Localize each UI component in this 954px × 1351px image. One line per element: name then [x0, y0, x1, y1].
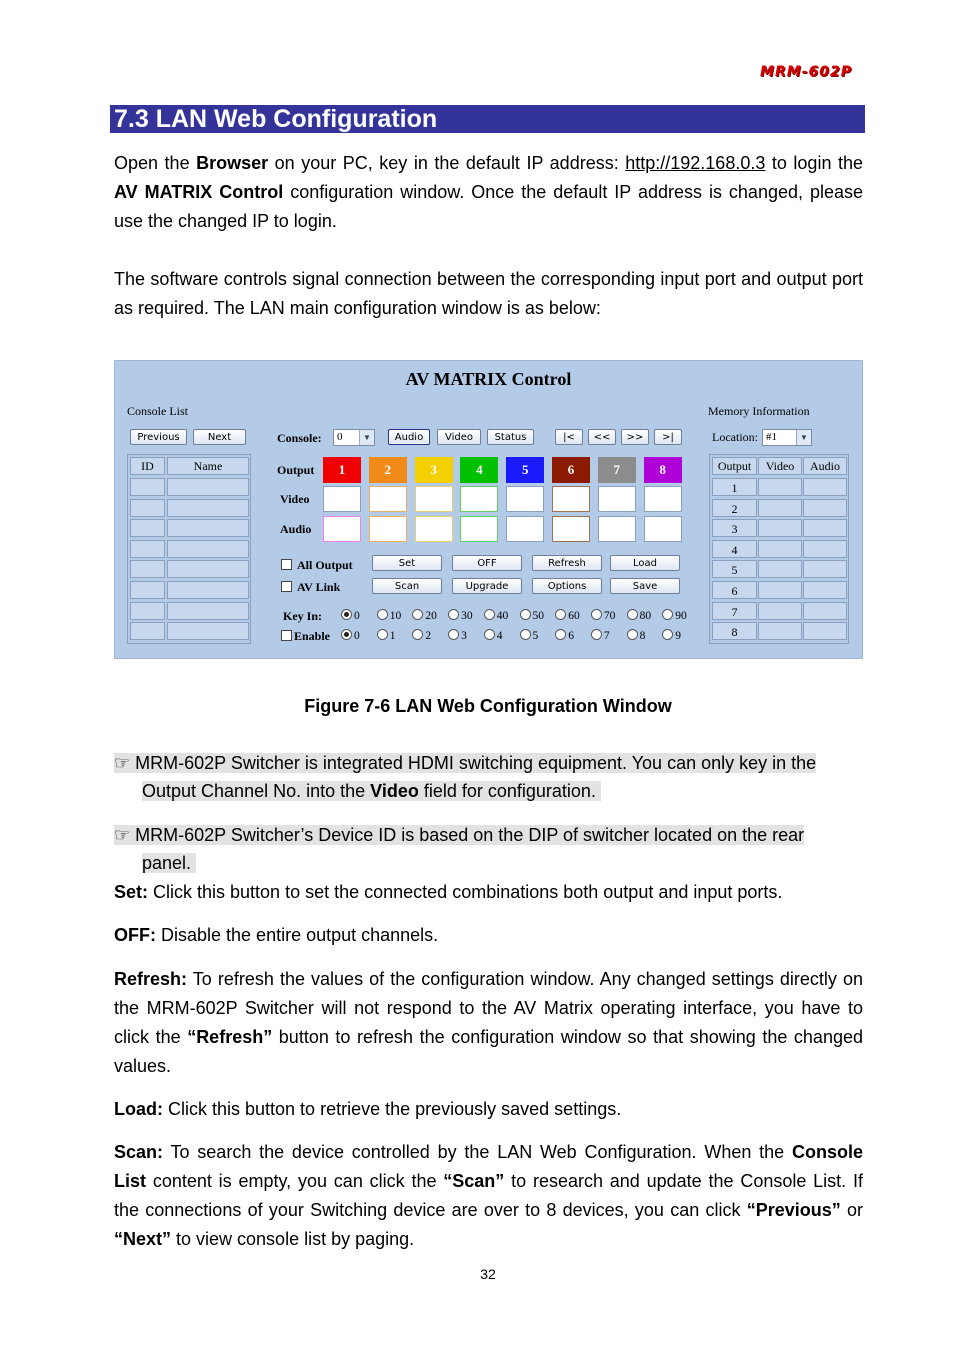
enable-radio-0[interactable]: [341, 629, 360, 642]
radio-label: 4: [496, 630, 503, 642]
key-in-radio-30[interactable]: [448, 609, 473, 622]
radio-circle-icon: [662, 609, 673, 620]
audio-input-4[interactable]: [460, 516, 498, 542]
console-select-value: 0: [337, 431, 343, 443]
all-output-checkbox[interactable]: All Output: [281, 558, 353, 573]
upgrade-button[interactable]: Upgrade: [452, 578, 522, 594]
previous-button[interactable]: Previous: [130, 429, 187, 445]
mem-video-cell: [758, 499, 802, 517]
radio-circle-icon: [627, 609, 638, 620]
audio-input-2[interactable]: [369, 516, 407, 542]
video-input-7[interactable]: [598, 486, 636, 512]
section-title: 7.3 LAN Web Configuration: [114, 105, 438, 133]
audio-input-7[interactable]: [598, 516, 636, 542]
radio-circle-icon: [627, 629, 638, 640]
def-off: OFF: Disable the entire output channels.: [114, 925, 439, 945]
key-in-radio-80[interactable]: [627, 609, 652, 622]
note-hdmi-line-2: Output Channel No. into the Video field for configuration.: [142, 781, 601, 801]
radio-circle-icon: [520, 609, 531, 620]
console-name-cell: [167, 499, 249, 517]
last-page-button[interactable]: >|: [654, 429, 682, 445]
radio-label: 20: [425, 610, 437, 622]
radio-label: 30: [461, 610, 473, 622]
radio-label: 70: [603, 610, 616, 622]
options-button[interactable]: Options: [532, 578, 602, 594]
memory-information-label: Memory Information: [708, 404, 810, 418]
location-select-value: #1: [766, 431, 777, 443]
enable-checkbox[interactable]: Enable: [281, 629, 330, 644]
radio-circle-icon: [591, 629, 602, 640]
key-in-radio-10[interactable]: [377, 609, 402, 622]
next-button[interactable]: Next: [193, 429, 246, 445]
audio-input-5[interactable]: [506, 516, 544, 542]
def-load: Load: Click this button to retrieve the previously saved settings.: [114, 1099, 622, 1119]
output-channel-1: 1: [323, 457, 361, 483]
output-channel-4: 4: [460, 457, 498, 483]
refresh-button[interactable]: Refresh: [532, 555, 602, 571]
mem-output-header: Output: [712, 457, 757, 475]
radio-label: 6: [568, 630, 574, 642]
radio-label: 2: [425, 630, 432, 642]
off-button[interactable]: OFF: [452, 555, 522, 571]
key-in-radio-50[interactable]: [520, 609, 545, 622]
chevron-down-icon: ▼: [359, 430, 374, 445]
radio-label: 5: [532, 630, 539, 642]
mem-audio-header: Audio: [803, 457, 847, 475]
mem-output-cell: 2: [712, 499, 757, 517]
audio-input-8[interactable]: [644, 516, 682, 542]
mem-output-cell: 7: [712, 602, 757, 620]
figure-caption: Figure 7-6 LAN Web Configuration Window: [304, 696, 672, 716]
video-input-4[interactable]: [460, 486, 498, 512]
radio-label: 50: [532, 610, 544, 622]
enable-radio-1[interactable]: [377, 629, 396, 642]
set-button[interactable]: Set: [372, 555, 442, 571]
radio-label: 3: [461, 630, 467, 642]
audio-button[interactable]: Audio: [388, 429, 430, 445]
video-button[interactable]: Video: [437, 429, 481, 445]
mem-output-cell: 6: [712, 581, 757, 599]
mem-video-cell: [758, 519, 802, 537]
mem-video-cell: [758, 560, 802, 578]
output-row-label: Output: [277, 463, 315, 477]
video-input-5[interactable]: [506, 486, 544, 512]
checkbox-icon: [281, 559, 292, 570]
av-link-checkbox[interactable]: AV Link: [281, 580, 340, 595]
mem-audio-cell: [803, 540, 847, 558]
video-input-2[interactable]: [369, 486, 407, 512]
mem-video-cell: [758, 581, 802, 599]
mem-output-cell: 8: [712, 622, 757, 640]
key-in-radio-60[interactable]: [555, 609, 580, 622]
mem-video-header: Video: [758, 457, 802, 475]
note-hdmi: [114, 749, 863, 805]
name-column-header: Name: [167, 457, 249, 475]
av-matrix-title: AV MATRIX Control: [405, 369, 572, 389]
console-id-cell: [130, 478, 165, 496]
key-in-radio-70[interactable]: [591, 609, 616, 622]
radio-circle-icon: [591, 609, 602, 620]
mem-audio-cell: [803, 602, 847, 620]
radio-circle-icon: [377, 629, 388, 640]
status-button[interactable]: Status: [487, 429, 534, 445]
key-in-label: Key In:: [283, 609, 322, 623]
mem-video-cell: [758, 622, 802, 640]
video-input-8[interactable]: [644, 486, 682, 512]
mem-audio-cell: [803, 519, 847, 537]
first-page-button[interactable]: |<: [555, 429, 583, 445]
console-id-cell: [130, 622, 165, 640]
enable-radio-5[interactable]: [520, 629, 539, 642]
output-channel-2: 2: [369, 457, 407, 483]
mem-output-cell: 3: [712, 519, 757, 537]
console-name-cell: [167, 540, 249, 558]
mem-audio-cell: [803, 581, 847, 599]
radio-circle-icon: [484, 609, 495, 620]
enable-radio-8[interactable]: [627, 629, 646, 642]
console-id-cell: [130, 540, 165, 558]
radio-label: 80: [639, 610, 652, 622]
audio-input-6[interactable]: [552, 516, 590, 542]
video-input-6[interactable]: [552, 486, 590, 512]
console-name-cell: [167, 519, 249, 537]
mem-audio-cell: [803, 499, 847, 517]
save-button[interactable]: Save: [610, 578, 680, 594]
console-id-cell: [130, 560, 165, 578]
console-id-cell: [130, 602, 165, 620]
mem-output-cell: 1: [712, 478, 757, 496]
key-in-radio-20[interactable]: [412, 609, 437, 622]
note-hdmi-line-1: ☞ MRM-602P Switcher is integrated HDMI switching equipment. You can only key in the: [114, 753, 817, 773]
def-set: Set: Click this button to set the connected combinations both output and input ports.: [114, 882, 783, 902]
checkbox-icon: [281, 630, 292, 641]
intro-paragraph-1: Open the Browser on your PC, key in the default IP address: http://192.168.0.3 to login the AV MATRIX Control configuration window. Once the default IP address is changed, please use the changed IP to login.: [114, 153, 863, 231]
console-label: Console:: [277, 431, 322, 445]
radio-label: 40: [496, 610, 509, 622]
radio-label: 90: [675, 610, 687, 622]
radio-circle-icon: [377, 609, 388, 620]
enable-radio-3[interactable]: [448, 629, 467, 642]
console-select[interactable]: [333, 429, 375, 446]
radio-label: 9: [675, 630, 682, 642]
scan-button[interactable]: Scan: [372, 578, 442, 594]
radio-circle-icon: [341, 609, 352, 620]
audio-row-label: Audio: [280, 522, 312, 536]
radio-label: 1: [389, 630, 396, 642]
radio-label: 7: [603, 630, 610, 642]
enable-radio-7[interactable]: [591, 629, 610, 642]
prev-page-button[interactable]: <<: [588, 429, 616, 445]
location-select[interactable]: [762, 429, 812, 446]
output-channel-7: 7: [598, 457, 636, 483]
output-channel-3: 3: [415, 457, 453, 483]
video-row-label: Video: [280, 492, 310, 506]
mem-audio-cell: [803, 560, 847, 578]
pointing-hand-icon: ☞: [114, 753, 131, 773]
radio-circle-icon: [555, 609, 566, 620]
def-refresh: Refresh: To refresh the values of the configuration window. Any changed settings directly on the MRM-602P Switcher will not respond to the AV Matrix operating interface, you have to click the “Refresh” button to refresh the configuration window so that showing the changed values.: [114, 969, 863, 1076]
console-name-cell: [167, 560, 249, 578]
radio-circle-icon: [484, 629, 495, 640]
console-id-cell: [130, 519, 165, 537]
brand-logo: MRM-602P: [760, 64, 852, 80]
radio-circle-icon: [341, 629, 352, 640]
radio-label: 60: [568, 610, 580, 622]
radio-circle-icon: [555, 629, 566, 640]
note-device-id-line-1: ☞ MRM-602P Switcher’s Device ID is based on the DIP of switcher located on the rear: [114, 825, 805, 845]
ip-address-link[interactable]: http://192.168.0.3: [625, 153, 766, 173]
intro-paragraph-2: The software controls signal connection between the corresponding input port and output port as required. The LAN main configuration window is as below:: [114, 269, 863, 318]
console-name-cell: [167, 478, 249, 496]
id-column-header: ID: [130, 457, 165, 475]
output-channel-5: 5: [506, 457, 544, 483]
enable-radio-2[interactable]: [412, 629, 431, 642]
mem-video-cell: [758, 602, 802, 620]
radio-label: 0: [354, 610, 360, 622]
radio-circle-icon: [412, 609, 423, 620]
console-name-cell: [167, 581, 249, 599]
output-channel-6: 6: [552, 457, 590, 483]
enable-radio-4[interactable]: [484, 629, 503, 642]
chevron-down-icon: ▼: [796, 430, 811, 445]
radio-circle-icon: [448, 629, 459, 640]
note-device-id: [114, 821, 863, 877]
note-device-id-line-2: panel.: [142, 853, 196, 873]
radio-label: 8: [639, 630, 646, 642]
radio-label: 0: [354, 630, 360, 642]
video-input-3[interactable]: [415, 486, 453, 512]
mem-video-cell: [758, 540, 802, 558]
radio-label: 10: [389, 610, 402, 622]
radio-circle-icon: [412, 629, 423, 640]
radio-circle-icon: [662, 629, 673, 640]
key-in-radio-0[interactable]: [341, 609, 360, 622]
output-channel-8: 8: [644, 457, 682, 483]
console-id-cell: [130, 499, 165, 517]
audio-input-1[interactable]: [323, 516, 361, 542]
pointing-hand-icon: ☞: [114, 825, 131, 845]
mem-output-cell: 4: [712, 540, 757, 558]
key-in-radio-40[interactable]: [484, 609, 509, 622]
page-number: 32: [480, 1266, 496, 1282]
load-button[interactable]: Load: [610, 555, 680, 571]
enable-radio-9[interactable]: [662, 629, 681, 642]
mem-video-cell: [758, 478, 802, 496]
mem-output-cell: 5: [712, 560, 757, 578]
console-list-label: Console List: [127, 404, 189, 418]
radio-circle-icon: [448, 609, 459, 620]
checkbox-icon: [281, 581, 292, 592]
console-name-cell: [167, 602, 249, 620]
mem-audio-cell: [803, 478, 847, 496]
next-page-button[interactable]: >>: [621, 429, 649, 445]
console-name-cell: [167, 622, 249, 640]
def-scan: Scan: To search the device controlled by the LAN Web Configuration. When the Console List content is empty, you can click the “Scan” to research and update the Console List. If the connections of your Switching device are over to 8 devices, you can click “Previous” or “Next” to view console list by paging.: [114, 1142, 863, 1249]
audio-input-3[interactable]: [415, 516, 453, 542]
video-input-1[interactable]: [323, 486, 361, 512]
key-in-radio-90[interactable]: [662, 609, 687, 622]
console-id-cell: [130, 581, 165, 599]
location-label: Location:: [712, 430, 758, 444]
mem-audio-cell: [803, 622, 847, 640]
enable-radio-6[interactable]: [555, 629, 574, 642]
radio-circle-icon: [520, 629, 531, 640]
av-matrix-control-screenshot: [114, 360, 863, 659]
